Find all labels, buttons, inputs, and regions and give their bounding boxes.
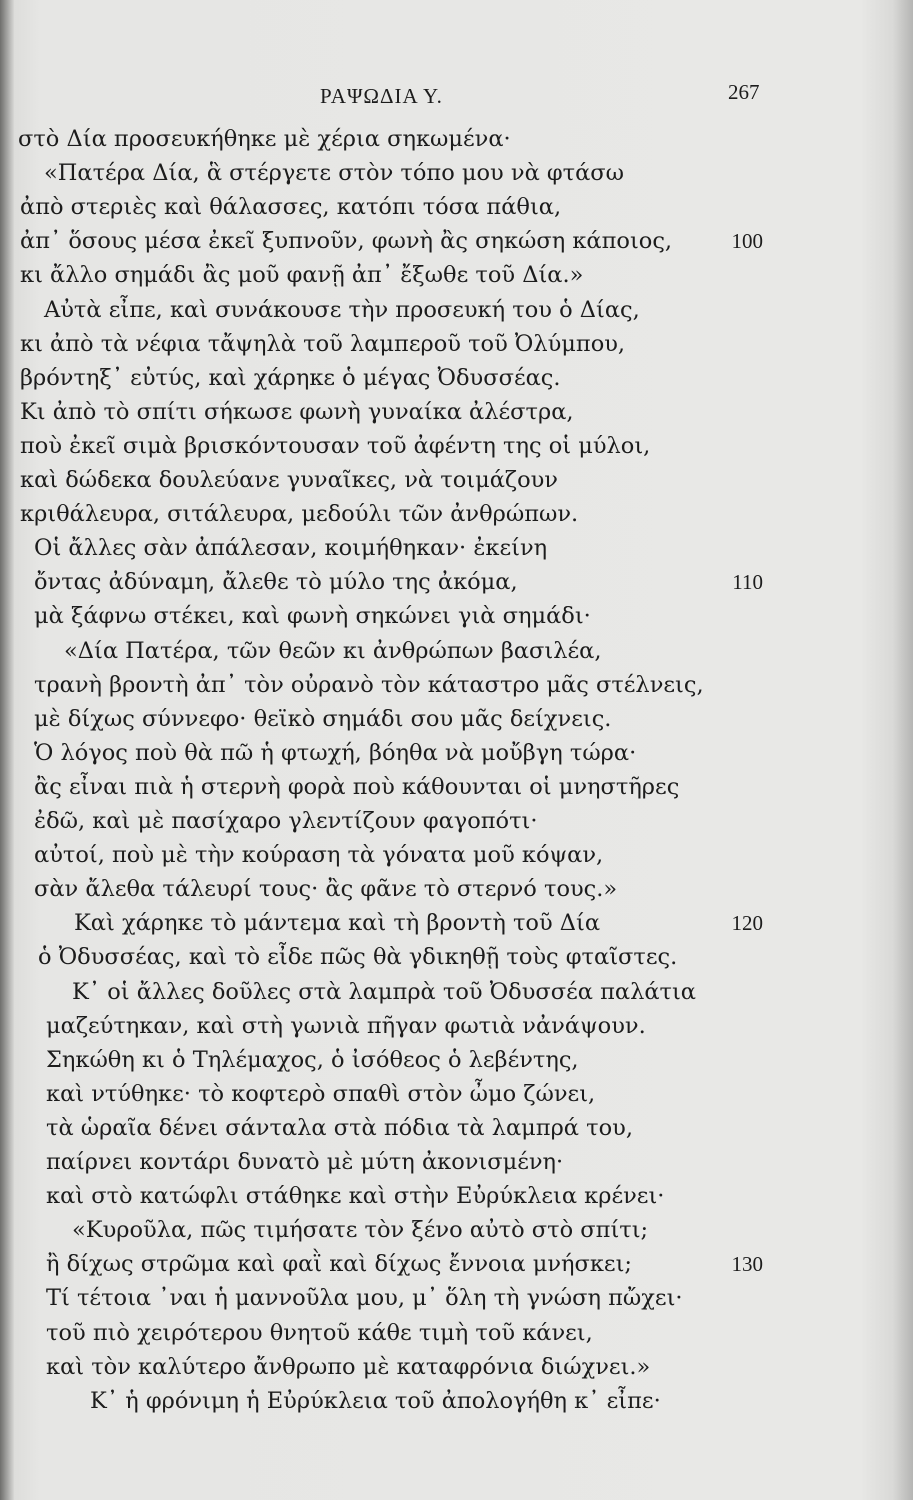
verse-line: ἢ δίχως στρῶμα καὶ φαῒ καὶ δίχως ἔννοια μνήσκει; bbox=[46, 1251, 632, 1278]
verse-line: στὸ Δία προσευκήθηκε μὲ χέρια σηκωμένα· bbox=[18, 126, 511, 152]
running-title: ΡΑΨΩΔΙΑ Υ. bbox=[320, 84, 443, 108]
verse-line: κριθάλευρα, σιτάλευρα, μεδούλι τῶν ἀνθρώπων. bbox=[20, 501, 579, 528]
verse-line: τρανὴ βροντὴ ἀπ᾽ τὸν οὐρανὸ τὸν κάταστρο μᾶς στέλνεις, bbox=[34, 671, 704, 698]
verse-line: Ὁ λόγος ποὺ θὰ πῶ ἡ φτωχή, βόηθα νὰ μοὔβγη τώρα· bbox=[34, 739, 637, 766]
verse-line: Σηκώθη κι ὁ Τηλέμαχος, ὁ ἰσόθεος ὁ λεβέντης, bbox=[46, 1046, 579, 1073]
verse-line: καὶ τὸν καλύτερο ἄνθρωπο μὲ καταφρόνια διώχνει.» bbox=[46, 1353, 651, 1380]
verse-line: παίρνει κοντάρι δυνατὸ μὲ μύτη ἀκονισμένη· bbox=[46, 1149, 564, 1175]
line-number: 100 bbox=[731, 229, 763, 254]
verse-line: Καὶ χάρηκε τὸ μάντεμα καὶ τὴ βροντὴ τοῦ Δία bbox=[74, 910, 601, 937]
verse-line: Κ᾽ οἱ ἄλλες δοῦλες στὰ λαμπρὰ τοῦ Ὀδυσσέα παλάτια bbox=[72, 978, 697, 1005]
verse-line: αὐτοί, ποὺ μὲ τὴν κούραση τὰ γόνατα μοῦ κόψαν, bbox=[34, 842, 604, 869]
line-number: 130 bbox=[731, 1252, 763, 1277]
line-number: 110 bbox=[732, 570, 763, 595]
page-edge-shadow bbox=[893, 0, 913, 1500]
line-number: 120 bbox=[731, 911, 763, 936]
verse-line: καὶ ντύθηκε· τὸ κοφτερὸ σπαθὶ στὸν ὦμο ζώνει, bbox=[46, 1080, 596, 1107]
verse-line: ὄντας ἀδύναμη, ἄλεθε τὸ μύλο της ἀκόμα, bbox=[34, 569, 518, 596]
verse-line: καὶ δώδεκα δουλεύανε γυναῖκες, νὰ τοιμάζουν bbox=[20, 467, 558, 493]
verse-line: «Δία Πατέρα, τῶν θεῶν κι ἀνθρώπων βασιλέα, bbox=[64, 637, 602, 664]
verse-line: Κι ἀπὸ τὸ σπίτι σήκωσε φωνὴ γυναίκα ἀλέστρα, bbox=[20, 398, 574, 425]
verse-line: ἀπὸ στεριὲς καὶ θάλασσες, κατόπι τόσα πάθια, bbox=[20, 194, 562, 221]
verse-line: ἐδῶ, καὶ μὲ πασίχαρο γλεντίζουν φαγοπότι· bbox=[34, 808, 538, 834]
verse-line: τοῦ πιὸ χειρότερου θνητοῦ κάθε τιμὴ τοῦ κάνει, bbox=[46, 1319, 593, 1346]
verse-line: βρόντηξ᾽ εὐτύς, καὶ χάρηκε ὁ μέγας Ὀδυσσέας. bbox=[20, 364, 561, 391]
verse-line: κι ἀπὸ τὰ νέφια τἄψηλὰ τοῦ λαμπεροῦ τοῦ Ὀλύμπου, bbox=[20, 330, 626, 357]
verse-line: Κ᾽ ἡ φρόνιμη ἡ Εὐρύκλεια τοῦ ἀπολογήθη κ᾽ εἶπε· bbox=[90, 1387, 661, 1414]
page-spine-shadow bbox=[0, 0, 14, 1500]
verse-line: καὶ στὸ κατώφλι στάθηκε καὶ στὴν Εὐρύκλεια κρένει· bbox=[46, 1183, 665, 1210]
verse-line: Οἱ ἄλλες σὰν ἀπάλεσαν, κοιμήθηκαν· ἐκείνη bbox=[34, 535, 548, 562]
running-header bbox=[0, 80, 913, 116]
verse-line: ποὺ ἐκεῖ σιμὰ βρισκόντουσαν τοῦ ἀφέντη της οἱ μύλοι, bbox=[20, 432, 651, 459]
verse-line: μαζεύτηκαν, καὶ στὴ γωνιὰ πῆγαν φωτιὰ νἀνάψουν. bbox=[46, 1012, 646, 1039]
verse-line: Αὐτὰ εἶπε, καὶ συνάκουσε τὴν προσευκή του ὁ Δίας, bbox=[44, 296, 640, 323]
verse-line: ἀπ᾽ ὅσους μέσα ἐκεῖ ξυπνοῦν, φωνὴ ἂς σηκώση κάποιος, bbox=[20, 228, 673, 255]
verse-line: τὰ ὡραῖα δένει σάνταλα στὰ πόδια τὰ λαμπρά του, bbox=[46, 1114, 633, 1141]
verse-line: Τί τέτοια ᾽ναι ἡ μαννοῦλα μου, μ᾽ ὅλη τὴ γνώση πὤχει· bbox=[46, 1285, 683, 1312]
verse-line: κι ἄλλο σημάδι ἂς μοῦ φανῇ ἀπ᾽ ἔξωθε τοῦ Δία.» bbox=[20, 262, 584, 289]
verse-line: «Κυροῦλα, πῶς τιμήσατε τὸν ξένο αὐτὸ στὸ σπίτι; bbox=[72, 1217, 649, 1244]
verse-line: «Πατέρα Δία, ἃ στέργετε στὸν τόπο μου νὰ φτάσω bbox=[44, 160, 625, 187]
verse-line: ἂς εἶναι πιὰ ἡ στερνὴ φορὰ ποὺ κάθουνται οἱ μνηστῆρες bbox=[34, 773, 680, 800]
verse-line: μὲ δίχως σύννεφο· θεϊκὸ σημάδι σου μᾶς δείχνεις. bbox=[34, 705, 612, 732]
verse-line: ὁ Ὀδυσσέας, καὶ τὸ εἶδε πῶς θὰ γδικηθῇ τοὺς φταῖστες. bbox=[38, 944, 678, 971]
verse-line: σὰν ἄλεθα τάλευρί τους· ἂς φᾶνε τὸ στερνό τους.» bbox=[34, 876, 618, 903]
page-number: 267 bbox=[728, 80, 760, 104]
verse-line: μὰ ξάφνω στέκει, καὶ φωνὴ σηκώνει γιὰ σημάδι· bbox=[34, 603, 591, 630]
